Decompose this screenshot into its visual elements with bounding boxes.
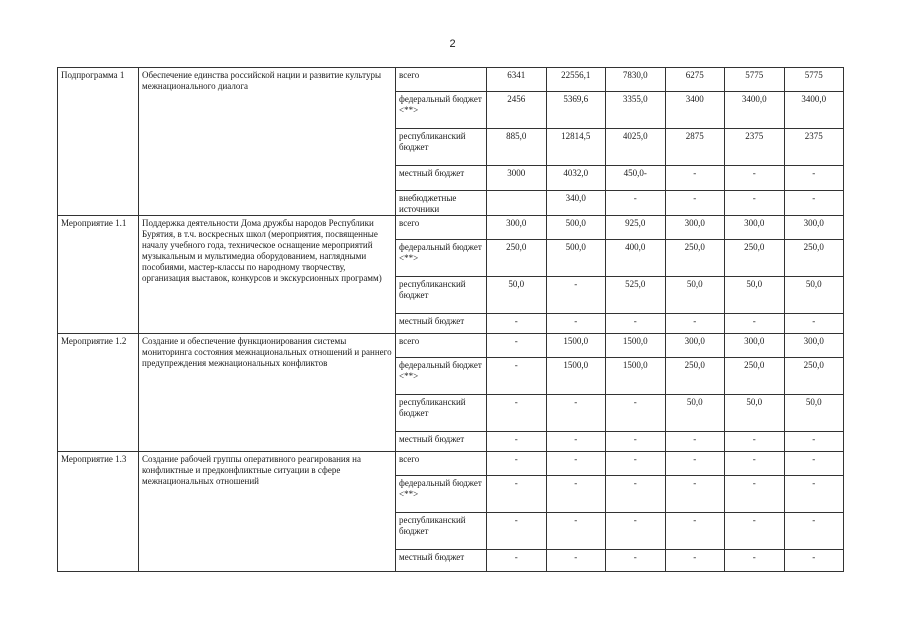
amount-cell: 1500,0 [606,358,666,395]
amount-cell: - [606,476,666,513]
amount-cell: - [546,314,606,334]
amount-cell: 50,0 [487,277,547,314]
amount-cell: 300,0 [725,334,785,358]
item-name: Создание и обеспечение функционирования системы мониторинга состояния межнациональных отношений и раннего предупреждения межнациональных конфликтов [139,334,396,452]
amount-cell: 250,0 [665,358,725,395]
amount-cell: - [784,513,844,550]
amount-cell: - [487,314,547,334]
amount-cell: 1500,0 [546,334,606,358]
amount-cell: 4032,0 [546,166,606,191]
amount-cell: 400,0 [606,240,666,277]
table-row [58,68,844,92]
amount-cell: - [606,550,666,572]
amount-cell: - [665,191,725,216]
amount-cell: - [606,191,666,216]
amount-cell: 500,0 [546,216,606,240]
amount-cell: 50,0 [725,395,785,432]
amount-cell: - [487,476,547,513]
amount-cell: 250,0 [784,358,844,395]
item-name: Создание рабочей группы оперативного реагирования на конфликтные и предконфликтные ситуации в сфере межнациональных отношений [139,452,396,572]
funding-source: республиканский бюджет [396,395,487,432]
amount-cell: 250,0 [725,240,785,277]
amount-cell: - [784,432,844,452]
amount-cell: - [546,550,606,572]
funding-source: всего [396,452,487,476]
amount-cell: 6275 [665,68,725,92]
amount-cell: - [546,476,606,513]
item-name: Обеспечение единства российской нации и развитие культуры межнационального диалога [139,68,396,216]
amount-cell: 250,0 [487,240,547,277]
amount-cell: 1500,0 [606,334,666,358]
amount-cell: - [487,358,547,395]
amount-cell: - [725,550,785,572]
amount-cell: 300,0 [487,216,547,240]
funding-source: местный бюджет [396,550,487,572]
amount-cell: 50,0 [665,395,725,432]
amount-cell: - [487,550,547,572]
amount-cell: 1500,0 [546,358,606,395]
amount-cell: 3355,0 [606,92,666,129]
funding-source: местный бюджет [396,432,487,452]
amount-cell: 3400,0 [725,92,785,129]
amount-cell: - [665,432,725,452]
amount-cell: 4025,0 [606,129,666,166]
funding-source: республиканский бюджет [396,129,487,166]
amount-cell: 300,0 [665,334,725,358]
amount-cell: - [725,314,785,334]
amount-cell: 5775 [725,68,785,92]
budget-table-body [58,68,844,572]
amount-cell: - [546,277,606,314]
funding-source: федеральный бюджет <**> [396,92,487,129]
amount-cell: 2375 [725,129,785,166]
funding-source: республиканский бюджет [396,277,487,314]
item-label: Подпрограмма 1 [58,68,139,216]
amount-cell: - [784,476,844,513]
item-label: Мероприятие 1.3 [58,452,139,572]
amount-cell: - [665,476,725,513]
funding-source: всего [396,216,487,240]
amount-cell: - [606,452,666,476]
amount-cell: 885,0 [487,129,547,166]
amount-cell: 3400,0 [784,92,844,129]
amount-cell: 50,0 [784,395,844,432]
amount-cell: 500,0 [546,240,606,277]
amount-cell: 12814,5 [546,129,606,166]
amount-cell: 300,0 [665,216,725,240]
amount-cell: 250,0 [725,358,785,395]
amount-cell: 300,0 [784,334,844,358]
amount-cell: 300,0 [784,216,844,240]
amount-cell: - [725,513,785,550]
amount-cell: - [606,314,666,334]
amount-cell: 50,0 [725,277,785,314]
amount-cell: - [546,432,606,452]
amount-cell: - [784,191,844,216]
table-row [58,216,844,240]
amount-cell: - [784,550,844,572]
amount-cell: 3000 [487,166,547,191]
amount-cell: 300,0 [725,216,785,240]
amount-cell: - [606,395,666,432]
funding-source: всего [396,68,487,92]
amount-cell: - [725,476,785,513]
amount-cell: 5369,6 [546,92,606,129]
amount-cell: - [725,191,785,216]
amount-cell: 340,0 [546,191,606,216]
funding-source: всего [396,334,487,358]
amount-cell [487,191,547,216]
amount-cell: - [665,550,725,572]
amount-cell: - [725,452,785,476]
amount-cell: - [487,395,547,432]
amount-cell: - [665,166,725,191]
amount-cell: - [487,432,547,452]
amount-cell: 925,0 [606,216,666,240]
item-label: Мероприятие 1.2 [58,334,139,452]
amount-cell: 50,0 [784,277,844,314]
amount-cell: - [725,432,785,452]
item-name: Поддержка деятельности Дома дружбы народов Республики Бурятия, в т.ч. воскресных школ (мероприятия, посвященные началу учебного года, техническое оснащение мероприятий музыкальным и мультимедиа оборудованием, наглядными пособиями, мастер-классы по народному творчеству, организация выставок, конкурсов и экскурсионных программ) [139,216,396,334]
amount-cell: - [487,452,547,476]
amount-cell: 6341 [487,68,547,92]
amount-cell: 22556,1 [546,68,606,92]
amount-cell: - [546,452,606,476]
funding-source: местный бюджет [396,166,487,191]
table-row [58,334,844,358]
amount-cell: - [546,513,606,550]
amount-cell: 525,0 [606,277,666,314]
amount-cell: - [665,513,725,550]
amount-cell: 450,0- [606,166,666,191]
amount-cell: - [665,452,725,476]
budget-table [57,67,844,572]
amount-cell: - [784,314,844,334]
amount-cell: - [487,513,547,550]
page-number: 2 [449,38,456,50]
amount-cell: 3400 [665,92,725,129]
funding-source: местный бюджет [396,314,487,334]
amount-cell: - [487,334,547,358]
table-row [58,452,844,476]
amount-cell: 250,0 [665,240,725,277]
funding-source: внебюджетные источники [396,191,487,216]
amount-cell: - [784,452,844,476]
amount-cell: - [606,513,666,550]
amount-cell: 2375 [784,129,844,166]
amount-cell: - [725,166,785,191]
item-label: Мероприятие 1.1 [58,216,139,334]
amount-cell: 2456 [487,92,547,129]
amount-cell: 7830,0 [606,68,666,92]
amount-cell: 50,0 [665,277,725,314]
amount-cell: - [784,166,844,191]
amount-cell: 250,0 [784,240,844,277]
amount-cell: - [606,432,666,452]
funding-source: федеральный бюджет <**> [396,358,487,395]
amount-cell: 2875 [665,129,725,166]
amount-cell: - [546,395,606,432]
funding-source: федеральный бюджет <**> [396,240,487,277]
amount-cell: 5775 [784,68,844,92]
amount-cell: - [665,314,725,334]
funding-source: федеральный бюджет <**> [396,476,487,513]
funding-source: республиканский бюджет [396,513,487,550]
